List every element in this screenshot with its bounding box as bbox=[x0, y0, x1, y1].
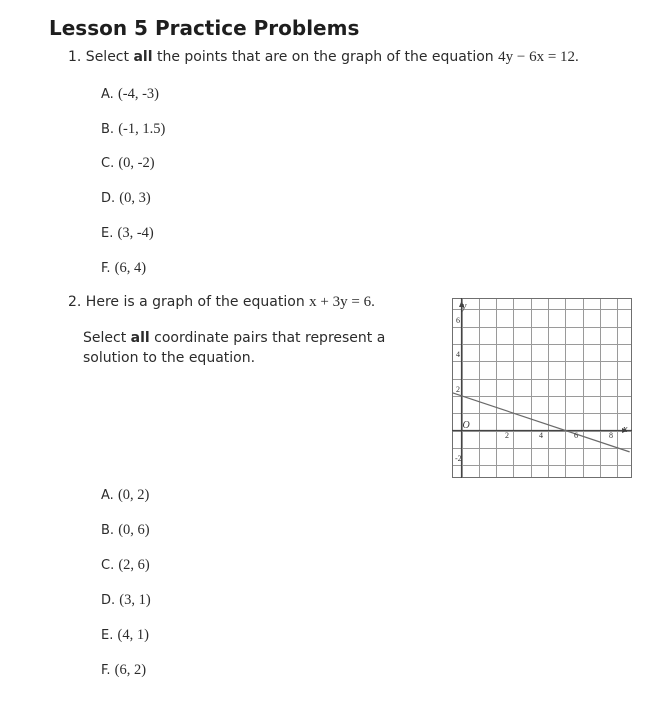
option-value: (3, -4) bbox=[117, 225, 154, 241]
option-value: (0, 6) bbox=[118, 522, 150, 538]
q2-option-a[interactable] bbox=[101, 487, 149, 504]
q2-bold-all: all bbox=[130, 330, 150, 346]
q1-option-d[interactable] bbox=[101, 190, 151, 207]
option-value: (-4, -3) bbox=[117, 86, 160, 102]
y-tick-label: 2 bbox=[456, 385, 460, 394]
option-letter: A. bbox=[101, 488, 118, 503]
option-letter: D. bbox=[101, 191, 120, 206]
y-tick-label: 6 bbox=[456, 316, 460, 325]
q1-equation: 4y − 6x = 12. bbox=[498, 49, 579, 65]
option-value: (6, 4) bbox=[114, 260, 147, 276]
q1-text: the points that are on the graph of the equation bbox=[152, 49, 499, 65]
option-value: (6, 2) bbox=[114, 662, 147, 678]
x-tick-label: 4 bbox=[539, 431, 543, 440]
x-axis-label: x bbox=[623, 424, 628, 435]
q1-option-b[interactable] bbox=[101, 121, 165, 138]
option-letter: C. bbox=[101, 558, 119, 573]
option-letter: B. bbox=[101, 122, 119, 137]
option-letter: F. bbox=[101, 663, 115, 678]
option-value: (0, 2) bbox=[117, 487, 150, 503]
q2-instructions bbox=[83, 328, 443, 368]
question-1-prompt bbox=[68, 49, 579, 66]
q1-option-c[interactable] bbox=[101, 155, 155, 172]
option-letter: E. bbox=[101, 628, 118, 643]
option-value: (3, 1) bbox=[119, 592, 151, 608]
x-tick-label: 8 bbox=[609, 431, 613, 440]
question-2-prompt bbox=[68, 294, 375, 311]
origin-label: O bbox=[462, 420, 470, 431]
y-tick-label: -2 bbox=[455, 454, 462, 463]
x-tick-label: 2 bbox=[505, 431, 509, 440]
q1-bold-all: all bbox=[133, 49, 153, 65]
option-letter: B. bbox=[101, 523, 119, 538]
q2-select-prefix: Select bbox=[83, 330, 131, 346]
option-value: (0, 3) bbox=[119, 190, 151, 206]
option-letter: C. bbox=[101, 156, 119, 171]
q2-select-text: coordinate pairs that represent a solution to the equation. bbox=[83, 330, 386, 366]
option-value: (-1, 1.5) bbox=[118, 121, 166, 137]
option-letter: F. bbox=[101, 261, 115, 276]
lesson-title: Lesson 5 Practice Problems bbox=[49, 16, 360, 40]
q1-prefix: 1. Select bbox=[68, 49, 134, 65]
q2-option-d[interactable] bbox=[101, 592, 151, 609]
option-value: (4, 1) bbox=[117, 627, 149, 643]
coordinate-graph bbox=[452, 298, 632, 478]
y-tick-label: 4 bbox=[456, 350, 460, 359]
q2-option-e[interactable] bbox=[101, 627, 149, 644]
option-letter: A. bbox=[101, 87, 118, 102]
y-axis-label: y bbox=[462, 301, 467, 312]
x-tick-label: 6 bbox=[574, 431, 578, 440]
q2-option-c[interactable] bbox=[101, 557, 150, 574]
q2-option-f[interactable] bbox=[101, 662, 146, 679]
option-letter: D. bbox=[101, 593, 120, 608]
option-value: (2, 6) bbox=[118, 557, 150, 573]
q1-option-e[interactable] bbox=[101, 225, 154, 242]
graph-grid bbox=[452, 298, 632, 478]
option-letter: E. bbox=[101, 226, 118, 241]
option-value: (0, -2) bbox=[118, 155, 155, 171]
q2-option-b[interactable] bbox=[101, 522, 150, 539]
q2-prefix: 2. Here is a graph of the equation bbox=[68, 294, 310, 310]
q1-option-a[interactable] bbox=[101, 86, 159, 103]
q2-equation: x + 3y = 6. bbox=[309, 294, 375, 310]
q1-option-f[interactable] bbox=[101, 260, 146, 277]
